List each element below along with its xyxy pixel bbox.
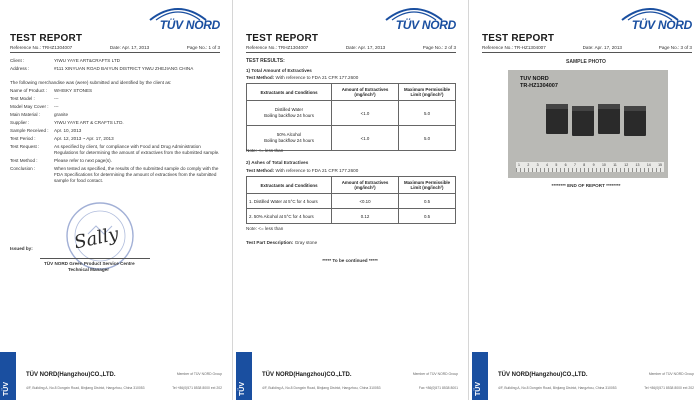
table-cell: <1.0 — [332, 126, 399, 151]
page-number: Page No.: 3 of 3 — [658, 45, 692, 50]
test-request-row — [10, 144, 220, 156]
test-method-value: Please refer to next page(s). — [54, 158, 112, 163]
field-row — [10, 112, 220, 117]
table-cell — [247, 126, 332, 151]
test-request-value: As specified by client, for compliance with Food and Drug Administration Regulations for determining the amount of extractives from the submitted sample. — [54, 144, 220, 155]
conclusion-value: When tested as specified, the results of the submitted sample do comply with the FDA Specifications for determining the amount of extractives from the submitted sample for food contact. — [54, 166, 219, 183]
ruler-number: 12 — [624, 163, 629, 167]
logo-text: TÜV NORD — [631, 18, 692, 32]
report-title: TEST REPORT — [246, 33, 319, 44]
table-cell: <1.0 — [332, 101, 399, 126]
stone-cube — [624, 110, 646, 136]
table-cell: 5.0 — [399, 101, 456, 126]
ruler-number: 7 — [573, 163, 576, 167]
field-row — [10, 104, 220, 109]
page-footer — [0, 352, 228, 400]
signer-org: TÜV NORD Green Product Service Centre — [44, 261, 135, 266]
page-footer — [472, 352, 700, 400]
tuv-band — [472, 352, 488, 400]
ruler-number: 3 — [536, 163, 539, 167]
logo-text: TÜV NORD — [159, 18, 220, 32]
sample-photo — [508, 70, 668, 178]
tuv-band — [236, 352, 252, 400]
end-of-report: ******** END OF REPORT ******** — [551, 183, 621, 188]
test-request-label: Test Request : — [10, 144, 40, 149]
conclusion-row — [10, 166, 220, 184]
method-label: Test Method: — [246, 75, 275, 80]
address-value: #111 XINYUAN ROAD BAIYUN DISTRICT YIWU ZHEJIANG CHINA — [54, 66, 194, 71]
section-1-title: 1) Total Amount of Extractives — [246, 68, 312, 73]
header-divider — [10, 52, 220, 53]
extractives-table — [246, 83, 456, 151]
footer-fax: Fax +86(0)571 8538 8001 — [418, 386, 458, 390]
report-title: TEST REPORT — [10, 33, 83, 44]
footer-address-line: 4/F, Building A, No.8 Dongxin Road, Binjiang District, Hangzhou, China 310053 — [26, 386, 145, 390]
ruler-number: 15 — [658, 163, 662, 167]
footer-address-line: 4/F, Building A, No.8 Dongxin Road, Binjiang District, Hangzhou, China 310053 — [262, 386, 381, 390]
ruler-numbers — [518, 163, 662, 167]
tuv-nord-logo — [376, 4, 456, 34]
table-header-row — [247, 84, 456, 101]
ruler-number: 1 — [518, 163, 520, 167]
ashes-table — [246, 176, 456, 224]
table-cell: 0.5 — [399, 209, 456, 224]
table-cell — [247, 101, 332, 126]
band-text: TÜV — [3, 382, 10, 396]
signature-line — [40, 258, 150, 259]
table-header: Amount of Extractives (mg/inch²) — [332, 177, 399, 194]
ruler-number: 9 — [592, 163, 595, 167]
footer-tel: Tel +86(0)571 8538 8000 ext 202 — [644, 386, 694, 390]
ruler-number: 14 — [646, 163, 651, 167]
tuv-nord-logo — [612, 4, 692, 34]
field-row — [10, 120, 220, 125]
intro-row — [10, 80, 171, 85]
continued-note: ***** To be continued ***** — [322, 258, 378, 263]
field-label: Test Period : — [10, 136, 36, 141]
table-header: Extractants and Conditions — [247, 84, 332, 101]
issued-by-label: Issued by: — [10, 246, 33, 251]
report-page-1 — [0, 0, 228, 400]
field-row — [10, 96, 220, 101]
address-row — [10, 66, 220, 71]
table-cell: <0.10 — [332, 194, 399, 209]
page-number: Page No.: 1 of 3 — [186, 45, 220, 50]
ruler-number: 13 — [635, 163, 640, 167]
field-value: --- — [54, 104, 59, 109]
table-note: Note: <= less than — [246, 148, 284, 153]
band-text: TÜV — [475, 382, 482, 396]
field-value: YIWU YAYE ART & CRAFTS LTD. — [54, 120, 124, 125]
signer-title: Technical Manager — [68, 267, 110, 272]
report-page-2 — [236, 0, 464, 400]
report-date: Date: Apr. 17, 2013 — [345, 45, 386, 50]
part-description-label: Test Part Description: — [246, 240, 294, 245]
table-cell: 2. 50% Alcohol at 5°C for 4 hours — [247, 209, 332, 224]
table-cell: 5.0 — [399, 126, 456, 151]
ruler-number: 2 — [527, 163, 530, 167]
field-label: Name of Product : — [10, 88, 48, 93]
reference-line — [10, 45, 220, 50]
footer-company: TÜV NORD(Hangzhou)CO.,LTD. — [262, 372, 352, 378]
field-label: Main Material : — [10, 112, 41, 117]
ruler-number: 6 — [564, 163, 567, 167]
footer-company: TÜV NORD(Hangzhou)CO.,LTD. — [498, 372, 588, 378]
part-description-value: Gray stone — [294, 240, 318, 245]
signature: Sally — [72, 223, 121, 254]
field-value: WHISKY STONES — [54, 88, 93, 93]
tuv-band — [0, 352, 16, 400]
header-divider — [482, 52, 692, 53]
table-header: Extractants and Conditions — [247, 177, 332, 194]
field-label: Supplier : — [10, 120, 30, 125]
footer-address — [262, 386, 458, 390]
report-date: Date: Apr. 17, 2013 — [109, 45, 150, 50]
table-cell: 1. Distilled Water at 5°C for 4 hours — [247, 194, 332, 209]
page-number: Page No.: 2 of 3 — [422, 45, 456, 50]
photo-label-line: TR-HZ1304007 — [520, 83, 558, 89]
table-row — [247, 101, 456, 126]
part-description — [246, 240, 317, 245]
client-row — [10, 58, 220, 63]
field-value: granite — [54, 112, 69, 117]
footer-address-line: 4/F, Building A, No.8 Dongxin Road, Binjiang District, Hangzhou, China 310053 — [498, 386, 617, 390]
table-header: Amount of Extractives (mg/inch²) — [332, 84, 399, 101]
footer-member: Member of TÜV NORD Group — [412, 372, 458, 376]
field-label: Test Model : — [10, 96, 35, 101]
field-value: Apr. 10, 2013 — [54, 128, 82, 133]
ruler-number: 11 — [613, 163, 617, 167]
conclusion-label: Conclusion : — [10, 166, 36, 171]
condition-line: 50% Alcohol — [276, 132, 302, 137]
field-value: Apr. 12, 2013 ~ Apr. 17, 2013 — [54, 136, 114, 141]
page-separator — [468, 0, 469, 400]
footer-member: Member of TÜV NORD Group — [176, 372, 222, 376]
method-value: With reference to FDA 21 CFR 177.2600 — [275, 168, 359, 173]
table-note: Note: <= less than — [246, 226, 284, 231]
footer-address — [498, 386, 694, 390]
field-value: --- — [54, 96, 59, 101]
test-method-label: Test Method : — [10, 158, 38, 163]
ruler — [516, 162, 664, 172]
table-cell: 0.12 — [332, 209, 399, 224]
photo-label-line: TUV NORD — [520, 76, 549, 82]
stone-cube — [546, 108, 568, 134]
table-cell: 0.5 — [399, 194, 456, 209]
field-label: Model May Cover : — [10, 104, 49, 109]
table-header: Maximum Permissible Limit (mg/inch²) — [399, 177, 456, 194]
field-row — [10, 88, 220, 93]
condition-line: Distilled Water — [274, 107, 304, 112]
reference-number: Reference No.: TR-HZ1304007 — [482, 45, 546, 50]
reference-number: Reference No.: TRHZ1304007 — [10, 45, 73, 50]
client-value: YIWU YAYE ART&CRAFTS LTD — [54, 58, 120, 63]
field-row — [10, 128, 220, 133]
address-label: Address : — [10, 66, 30, 71]
photo-label — [520, 76, 558, 90]
tuv-nord-logo — [140, 4, 220, 34]
report-date: Date: Apr. 17, 2013 — [582, 45, 622, 50]
reference-number: Reference No.: TRHZ1304007 — [246, 45, 309, 50]
stone-cube — [572, 110, 594, 136]
footer-tel: Tel +86(0)571 8538 8000 ext 202 — [172, 386, 222, 390]
method-value: With reference to FDA 21 CFR 177.2600 — [275, 75, 359, 80]
page-separator — [232, 0, 233, 400]
table-row — [247, 126, 456, 151]
report-title: TEST REPORT — [482, 33, 555, 44]
stone-cube — [598, 108, 620, 134]
ruler-number: 10 — [601, 163, 606, 167]
ruler-ticks — [516, 168, 664, 172]
reference-line — [482, 45, 692, 50]
issued-by — [10, 246, 33, 251]
header-divider — [246, 52, 456, 53]
report-page-3 — [472, 0, 700, 400]
client-label: Client : — [10, 58, 25, 63]
condition-line: Boiling backflow 24 hours — [264, 113, 314, 118]
test-method-row — [10, 158, 220, 163]
section-1-method — [246, 75, 358, 80]
field-row — [10, 136, 220, 141]
footer-member: Member of TÜV NORD Group — [648, 372, 694, 376]
table-row — [247, 194, 456, 209]
footer-company: TÜV NORD(Hangzhou)CO.,LTD. — [26, 372, 116, 378]
logo-text: TÜV NORD — [395, 18, 456, 32]
footer-address — [26, 386, 222, 390]
reference-line — [246, 45, 456, 50]
intro-text: The following merchandise was (were) submitted and identified by the client as: — [10, 80, 172, 85]
section-2-title: 2) Ashes of Total Extractives — [246, 160, 309, 165]
band-text: TÜV — [239, 382, 246, 396]
ruler-number: 8 — [583, 163, 586, 167]
method-label: Test Method: — [246, 168, 275, 173]
condition-line: Boiling backflow 24 hours — [264, 138, 314, 143]
table-row — [247, 209, 456, 224]
section-2-method — [246, 168, 358, 173]
table-header-row — [247, 177, 456, 194]
ruler-number: 5 — [555, 163, 558, 167]
field-label: Sample Received : — [10, 128, 49, 133]
ruler-number: 4 — [545, 163, 548, 167]
results-title: TEST RESULTS: — [246, 58, 285, 64]
photo-title: SAMPLE PHOTO — [566, 59, 606, 65]
page-footer — [236, 352, 464, 400]
table-header: Maximum Permissible Limit (mg/inch²) — [399, 84, 456, 101]
